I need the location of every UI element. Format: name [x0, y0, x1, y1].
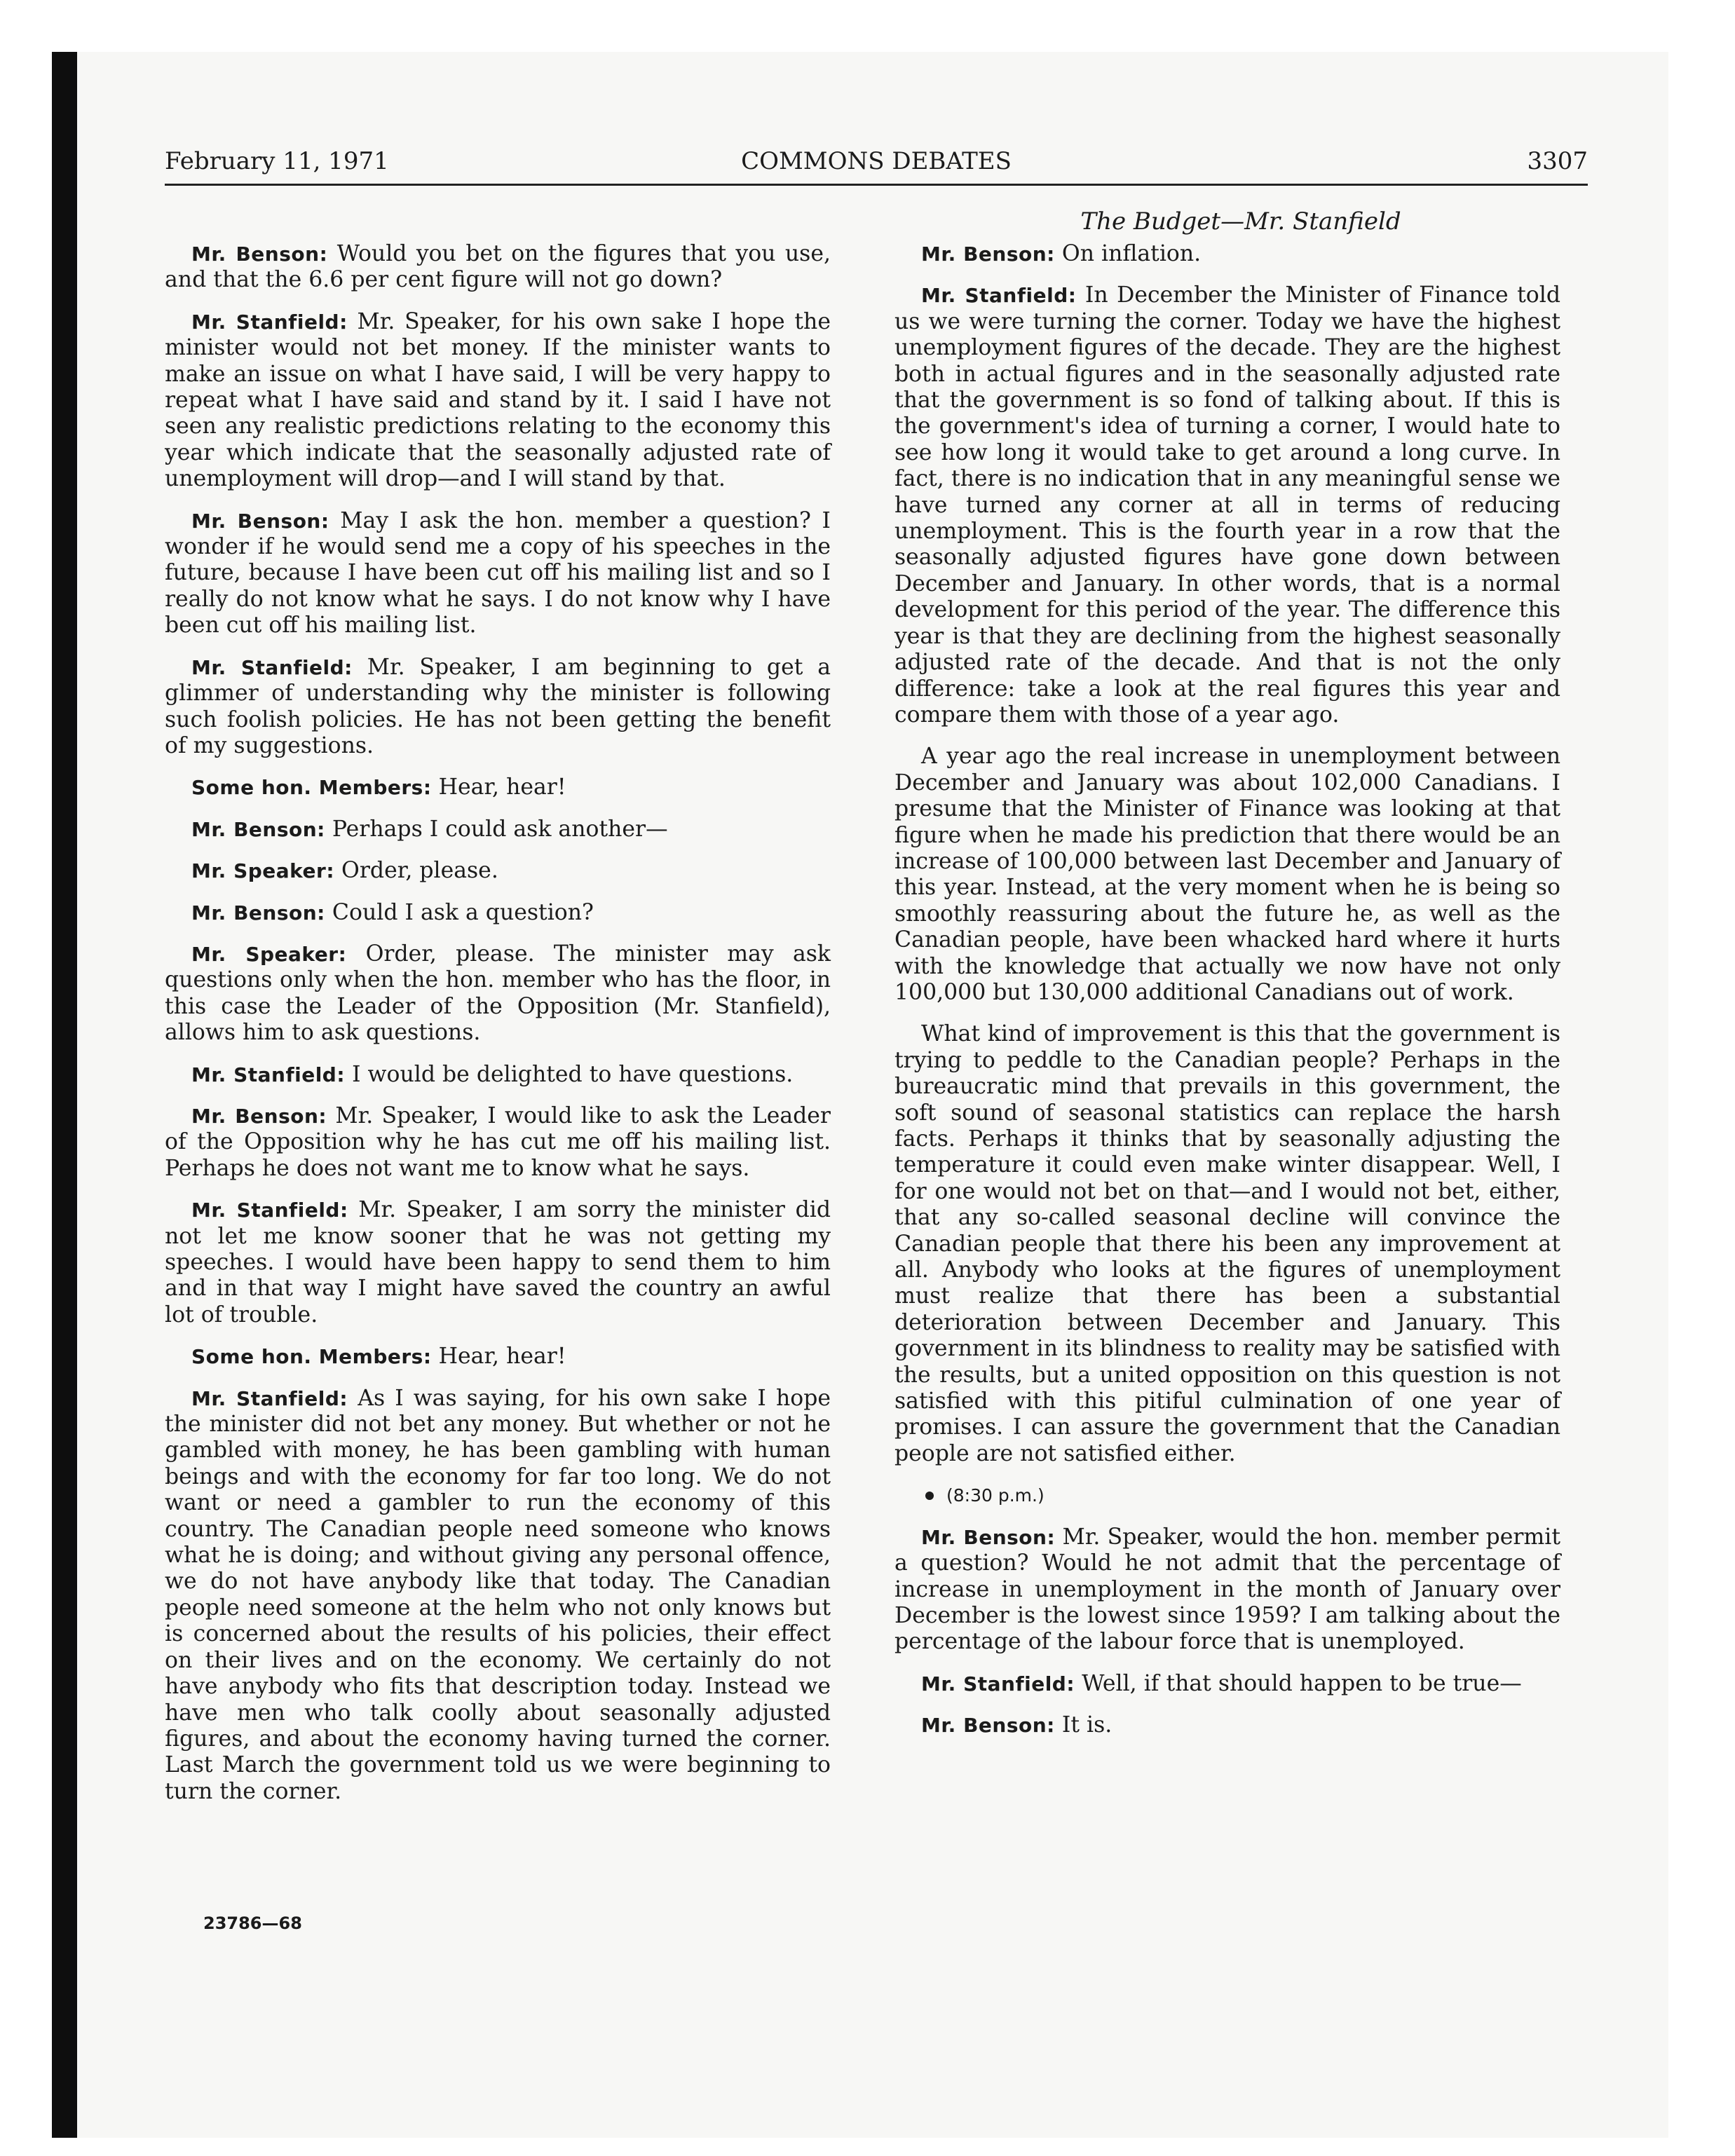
speech-entry	[165, 309, 831, 493]
speaker-name: Mr. Benson:	[921, 1714, 1055, 1738]
bullet-icon	[925, 1492, 934, 1500]
speaker-name: Mr. Benson:	[191, 817, 325, 841]
speaker-name: Mr. Stanfield:	[191, 1386, 348, 1410]
speaker-name: Mr. Benson:	[191, 243, 328, 266]
section-subheader: The Budget—Mr. Stanfield	[1080, 207, 1401, 236]
speech-text: Hear, hear!	[438, 775, 566, 800]
speech-text: Could I ask a question?	[332, 899, 594, 925]
speech-text: As I was saying, for his own sake I hope the minister did not bet any money. But whether or not he gambled with money, he has been gambling with human beings and with the economy for far too long. We do not want or need a gambler to run the economy of this country. The Canadian people need someone who knows what he is doing; and without giving any personal offence, we do not have anybody like that today. The Canadian people need someone at the helm who not only knows but is concerned about the results of his policies, their effect on their lives and on the economy. We certainly do not have anybody who fits that description today. Instead we have men who talk coolly about seasonally adjusted figures, and about the economy having turned the corner. Last March the government told us we were beginning to turn the corner.	[165, 1385, 831, 1804]
speech-text: On inflation.	[1061, 241, 1202, 266]
running-header	[165, 146, 1588, 186]
scan-binding-edge	[52, 52, 77, 2138]
left-column	[165, 241, 831, 1820]
speech-entry	[165, 858, 831, 884]
speech-entry	[894, 282, 1560, 728]
speech-entry	[165, 1197, 831, 1328]
speaker-name: Mr. Benson:	[921, 243, 1055, 266]
speech-text: Order, please. The minister may ask questions only when the hon. member who has the floor, in this case the Leader of the Opposition (Mr. Stanfield), allows him to ask questions.	[165, 941, 831, 1046]
speech-text: Well, if that should happen to be true—	[1082, 1670, 1522, 1696]
speaker-name: Mr. Stanfield:	[191, 310, 348, 334]
speech-entry	[894, 1524, 1560, 1656]
speaker-name: Mr. Speaker:	[191, 942, 347, 966]
speech-entry	[165, 1386, 831, 1806]
speech-entry	[165, 941, 831, 1046]
speech-text: I would be delighted to have questions.	[352, 1061, 794, 1087]
publication-title: COMMONS DEBATES	[741, 147, 1012, 175]
speech-text: Mr. Speaker, I would like to ask the Leader of the Opposition why he has cut me off his mailing list. Perhaps he does not want me to know what he says.	[165, 1103, 831, 1181]
page-number: 3307	[1527, 147, 1588, 175]
speaker-name: Mr. Benson:	[921, 1525, 1056, 1549]
speaker-name: Mr. Stanfield:	[921, 1672, 1075, 1696]
scan-margin	[0, 0, 1735, 52]
speech-text: Would you bet on the figures that you use, and that the 6.6 per cent figure will not go down?	[165, 241, 831, 293]
speaker-name: Mr. Benson:	[191, 509, 329, 533]
speech-entry	[165, 900, 831, 926]
speaker-name: Mr. Benson:	[191, 901, 325, 925]
speaker-name: Mr. Speaker:	[191, 859, 335, 883]
speech-paragraph: What kind of improvement is this that the government is trying to peddle to the Canadian people? Perhaps in the bureaucratic mind that prevails in this government, the soft sound of seasonal statistics can replace the harsh facts. Perhaps it thinks that by seasonally adjusting the temperature it could even make winter disappear. Well, I for one would not bet on that—and I would not bet, either, that any so-called seasonal decline will convince the Canadian people that there his been any improvement at all. Anybody who looks at the figures of unemployment must realize that there has been a substantial deterioration between December and January. This government in its blindness to reality may be satisfied with the results, but a united opposition on this question is not satisfied with this pitiful culmination of one year of promises. I can assure the government that the Canadian people are not satisfied either.	[894, 1021, 1560, 1466]
speech-text: Hear, hear!	[438, 1344, 566, 1370]
header-date: February 11, 1971	[165, 147, 389, 175]
speech-text: Mr. Speaker, I am beginning to get a glimmer of understanding why the minister is following such foolish policies. He has not been getting the benefit of my suggestions.	[165, 654, 831, 758]
speech-text: In December the Minister of Finance told us we were turning the corner. Today we have the highest unemployment figures of the decade. They are the highest both in actual figures and in the seasonally adjusted rate that the government is so fond of talking about. If this is the government's idea of turning a corner, I would hate to see how long it would take to get around a long curve. In fact, there is no indication that in any meaningful sense we have turned any corner at all in terms of reducing unemployment. This is the fourth year in a row that the seasonally adjusted figures have gone down between December and January. In other words, that is a normal development for this period of the year. The difference this year is that they are declining from the highest seasonally adjusted rate of the decade. And that is not the only difference: take a look at the real figures this year and compare them with those of a year ago.	[894, 282, 1560, 728]
print-code: 23786—68	[203, 1913, 302, 1933]
speech-entry	[165, 241, 831, 294]
speech-text: Order, please.	[341, 858, 498, 884]
speaker-name: Mr. Benson:	[191, 1104, 327, 1128]
speech-entry	[894, 1712, 1560, 1738]
speech-text: It is.	[1061, 1712, 1113, 1738]
speaker-name: Some hon. Members:	[191, 776, 432, 800]
speaker-name: Mr. Stanfield:	[191, 655, 353, 679]
speaker-name: Mr. Stanfield:	[921, 284, 1077, 308]
speech-paragraph: A year ago the real increase in unemployment between December and January was about 102,000 Canadians. I presume that the Minister of Finance was looking at that figure when he made his prediction that there would be an increase of 100,000 between last December and January of this year. Instead, at the very moment when he is being so smoothly reassuring about the future he, as well as the Canadian people, have been whacked hard where it hurts with the knowledge that actually we now have not only 100,000 but 130,000 additional Canadians out of work.	[894, 744, 1560, 1005]
speaker-name: Mr. Stanfield:	[191, 1063, 346, 1086]
speech-entry	[894, 1671, 1560, 1697]
speech-text: May I ask the hon. member a question? I wonder if he would send me a copy of his speeches in the future, because I have been cut off his mailing list and so I really do not know what he says. I do not know why I have been cut off his mailing list.	[165, 507, 831, 639]
time-stamp-text: (8:30 p.m.)	[946, 1485, 1045, 1506]
speech-text: Mr. Speaker, for his own sake I hope the minister would not bet money. If the minister wants to make an issue on what I have said, I will be very happy to repeat what I have said and stand by it. I said I have not seen any realistic predictions relating to the economy this year which indicate that the seasonally adjusted rate of unemployment will drop—and I will stand by that.	[165, 308, 831, 492]
speech-text: Mr. Speaker, I am sorry the minister did not let me know sooner that he was not getting my speeches. I would have been happy to send them to him and in that way I might have saved the country an awful lot of trouble.	[165, 1197, 831, 1328]
speech-entry	[165, 1103, 831, 1182]
speaker-name: Some hon. Members:	[191, 1345, 432, 1369]
speech-text: Perhaps I could ask another—	[332, 816, 668, 842]
speech-entry	[165, 1062, 831, 1088]
speech-entry	[165, 817, 831, 842]
speaker-name: Mr. Stanfield:	[191, 1199, 348, 1222]
speech-entry	[165, 775, 831, 800]
right-column	[894, 241, 1560, 1754]
speech-entry	[165, 1344, 831, 1370]
speech-entry	[165, 655, 831, 760]
speech-entry	[894, 241, 1560, 267]
speech-text: Mr. Speaker, would the hon. member permit a question? Would he not admit that the percentage of increase in unemployment in the month of January over December is the lowest since 1959? I am talking about the percentage of the labour force that is unemployed.	[894, 1524, 1561, 1655]
speech-entry	[165, 508, 831, 639]
time-stamp	[894, 1482, 1560, 1508]
